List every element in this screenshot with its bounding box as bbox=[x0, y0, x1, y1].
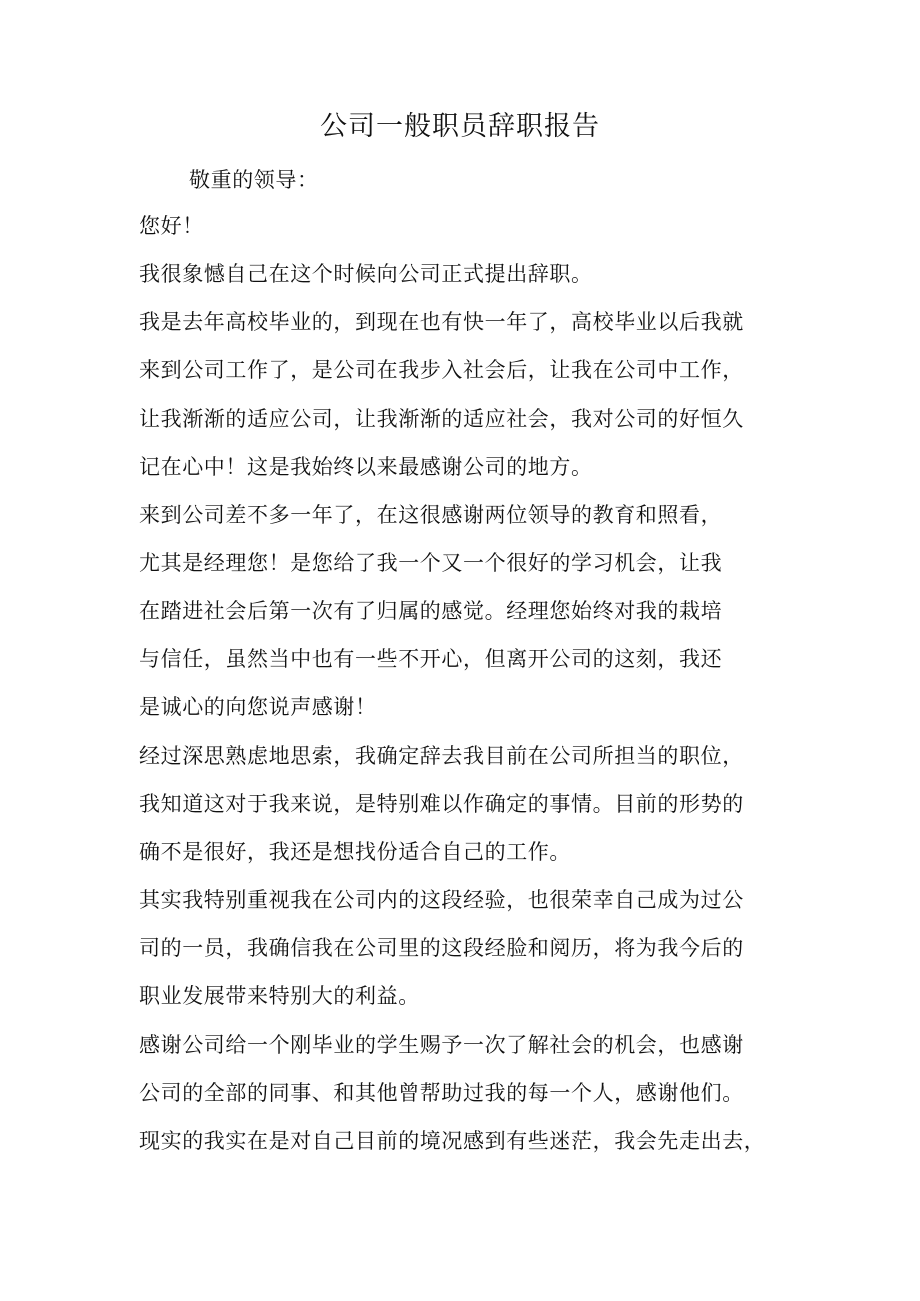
body-line: 来到公司工作了，是公司在我步入社会后，让我在公司中工作， bbox=[139, 358, 744, 382]
body-line: 确不是很好，我还是想找份适合自己的工作。 bbox=[139, 840, 571, 864]
body-line: 感谢公司给一个刚毕业的学生赐予一次了解社会的机会，也感谢 bbox=[139, 1033, 744, 1057]
body-line: 我是去年高校毕业的，到现在也有快一年了，高校毕业以后我就 bbox=[139, 310, 744, 334]
greeting-line: 敬重的领导： bbox=[189, 168, 319, 192]
body-line: 职业发展带来特别大的利益。 bbox=[139, 984, 420, 1008]
body-line: 是诚心的向您说声感谢！ bbox=[139, 695, 377, 719]
body-line: 我知道这对于我来说，是特别难以作确定的事情。目前的形势的 bbox=[139, 792, 744, 816]
body-line: 在踏进社会后第一次有了归属的感觉。经理您始终对我的栽培 bbox=[139, 599, 723, 623]
body-line: 其实我特别重视我在公司内的这段经验，也很荣幸自己成为过公 bbox=[139, 888, 744, 912]
body-line: 我很象憾自己在这个时候向公司正式提出辞职。 bbox=[139, 262, 593, 286]
body-line: 与信任，虽然当中也有一些不开心，但离开公司的这刻，我还 bbox=[139, 647, 723, 671]
body-line: 现实的我实在是对自己目前的境况感到有些迷茫，我会先走出去， bbox=[139, 1129, 766, 1153]
document-title: 公司一般职员辞职报告 bbox=[320, 111, 600, 142]
body-line: 尤其是经理您！是您给了我一个又一个很好的学习机会，让我 bbox=[139, 551, 723, 575]
body-line: 公司的全部的同事、和其他曾帮助过我的每一个人，感谢他们。 bbox=[139, 1081, 744, 1105]
body-line: 经过深思熟虑地思索，我确定辞去我目前在公司所担当的职位， bbox=[139, 744, 744, 768]
body-line: 让我渐渐的适应公司，让我渐渐的适应社会，我对公司的好恒久 bbox=[139, 407, 744, 431]
body-line: 记在心中！这是我始终以来最感谢公司的地方。 bbox=[139, 455, 593, 479]
body-line: 司的一员，我确信我在公司里的这段经脸和阅历，将为我今后的 bbox=[139, 936, 744, 960]
body-line: 来到公司差不多一年了，在这很感谢两位领导的教育和照看， bbox=[139, 503, 723, 527]
body-line: 您好！ bbox=[139, 214, 204, 238]
